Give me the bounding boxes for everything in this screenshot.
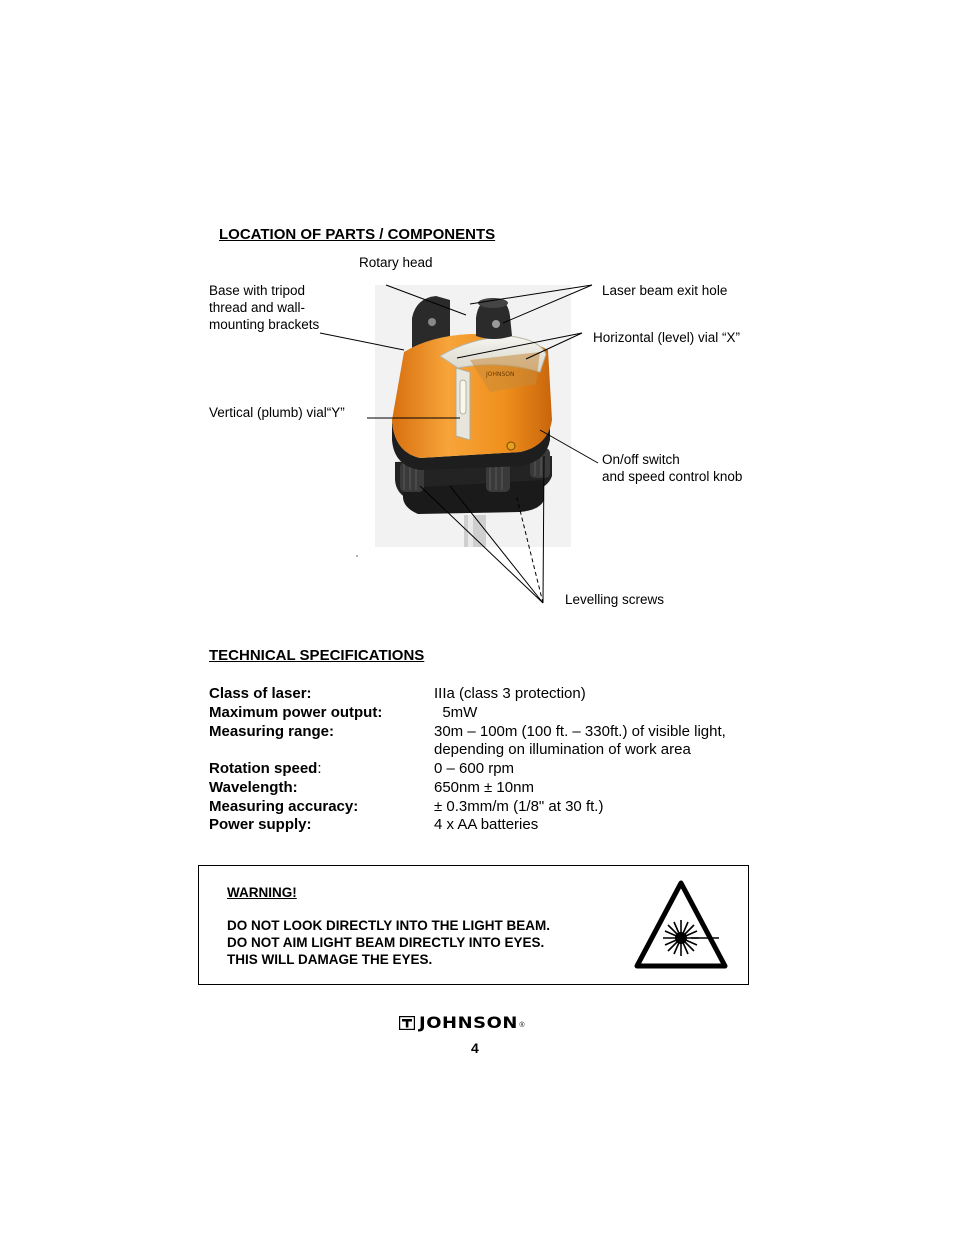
- label-vertical-vial: Vertical (plumb) vial“Y”: [209, 405, 345, 420]
- on-off-knob: [507, 442, 515, 450]
- label-horizontal-vial: Horizontal (level) vial “X”: [593, 330, 741, 345]
- label-base-line3: mounting brackets: [209, 317, 320, 332]
- spec-key-power: Maximum power output:: [209, 704, 383, 721]
- spec-val-accuracy: ± 0.3mm/m (1/8" at 30 ft.): [434, 798, 604, 815]
- label-switch-line2: and speed control knob: [602, 469, 743, 484]
- spec-val-power: 5mW: [434, 704, 478, 721]
- johnson-logo-icon: [399, 1016, 415, 1030]
- spec-val-wavelength: 650nm ± 10nm: [434, 779, 534, 796]
- svg-text:JOHNSON: JOHNSON: [486, 371, 515, 378]
- brand-name: JOHNSON: [419, 1013, 518, 1032]
- location-heading: LOCATION OF PARTS / COMPONENTS: [219, 226, 496, 243]
- spec-key-supply: Power supply:: [209, 816, 312, 833]
- label-base-line1: Base with tripod: [209, 283, 306, 298]
- spec-val-rotation: 0 – 600 rpm: [434, 760, 515, 777]
- johnson-logo: [399, 1013, 525, 1032]
- warning-line2: DO NOT AIM LIGHT BEAM DIRECTLY INTO EYES.: [227, 935, 545, 950]
- spec-val-range: 30m – 100m (100 ft. – 330ft.) of visible light,: [434, 723, 726, 740]
- label-base-line2: thread and wall-: [209, 300, 306, 315]
- warning-line1: DO NOT LOOK DIRECTLY INTO THE LIGHT BEAM.: [227, 918, 551, 933]
- spec-key-wavelength: Wavelength:: [209, 779, 298, 796]
- warning-line3: THIS WILL DAMAGE THE EYES.: [227, 952, 433, 967]
- specs-heading: TECHNICAL SPECIFICATIONS: [209, 647, 425, 664]
- page-number: 4: [471, 1040, 479, 1056]
- registered-mark: ®: [519, 1022, 525, 1029]
- label-exit-hole: Laser beam exit hole: [602, 283, 728, 298]
- warning-title: WARNING!: [227, 885, 297, 900]
- spec-key-rotation-text: Rotation speed: [209, 760, 318, 777]
- spec-val-class: IIIa (class 3 protection): [434, 685, 586, 702]
- spec-key-rotation-colon: :: [317, 760, 322, 777]
- label-rotary-head: Rotary head: [359, 255, 433, 270]
- spec-val-range-line2: depending on illumination of work area: [434, 741, 691, 758]
- label-levelling-screws: Levelling screws: [565, 592, 665, 607]
- spec-val-supply: 4 x AA batteries: [434, 816, 539, 833]
- spec-key-class: Class of laser:: [209, 685, 312, 702]
- spec-key-accuracy: Measuring accuracy:: [209, 798, 359, 815]
- laser-exit-hole: [492, 320, 500, 328]
- spec-key-rotation: [209, 759, 322, 778]
- label-switch-line1: On/off switch: [602, 452, 680, 467]
- spec-key-range: Measuring range:: [209, 723, 335, 740]
- warning-box: [198, 865, 749, 985]
- laser-warning-icon: [633, 878, 729, 974]
